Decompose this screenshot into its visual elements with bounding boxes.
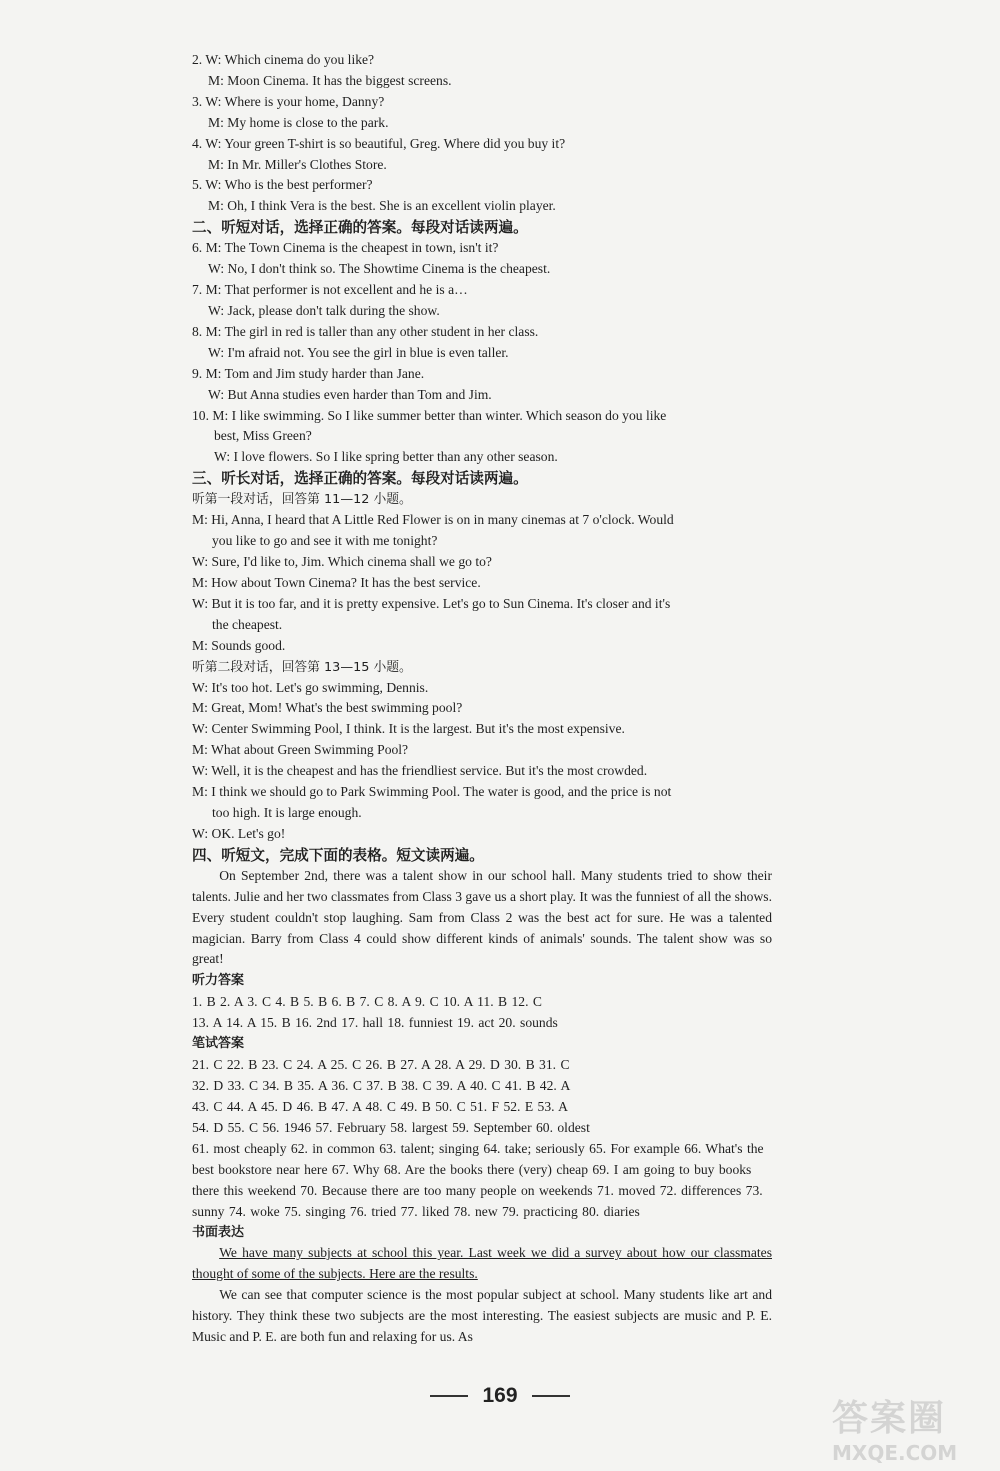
dialog-line: 3. W: Where is your home, Danny?	[192, 93, 385, 109]
watermark-url: MXQE.COM	[832, 1441, 958, 1465]
dialog-line: M: I think we should go to Park Swimming Pool. The water is good, and the price is not	[192, 784, 672, 800]
section2-heading: 二、听短对话，选择正确的答案。每段对话读两遍。	[192, 219, 528, 237]
dialog-line: 4. W: Your green T-shirt is so beautiful, Greg. Where did you buy it?	[192, 135, 566, 151]
page-content	[192, 50, 772, 1348]
dialog-line: W: I'm afraid not. You see the girl in blue is even taller.	[208, 344, 509, 360]
dialog-line: W: Center Swimming Pool, I think. It is the largest. But it's the most expensive.	[192, 721, 625, 737]
dialog-line: W: OK. Let's go!	[192, 825, 286, 841]
dialog-line: 2. W: Which cinema do you like?	[192, 52, 375, 67]
dialog-line: W: But it is too far, and it is pretty expensive. Let's go to Sun Cinema. It's closer and it's	[192, 595, 671, 611]
dialog-line: best, Miss Green?	[214, 428, 312, 444]
answer-line: 54. D 55. C 56. 1946 57. February 58. largest 59. September 60. oldest	[192, 1120, 590, 1136]
dialog-line: you like to go and see it with me tonight?	[212, 533, 438, 549]
dialog-line: M: In Mr. Miller's Clothes Store.	[208, 156, 387, 172]
page-number-dash-right	[532, 1395, 570, 1397]
section3-heading: 三、听长对话，选择正确的答案。每段对话读两遍。	[192, 470, 528, 488]
dialog-line: M: Oh, I think Vera is the best. She is an excellent violin player.	[208, 198, 556, 214]
page-number-dash-left	[430, 1395, 468, 1397]
section4-heading: 四、听短文，完成下面的表格。短文读两遍。	[192, 846, 484, 864]
page-number-text: 169	[482, 1384, 518, 1407]
watermark-logo: 答案圈	[832, 1398, 947, 1439]
dialog-line: M: Great, Mom! What's the best swimming pool?	[192, 700, 463, 716]
dialog-line: 10. M: I like swimming. So I like summer better than winter. Which season do you like	[192, 407, 667, 423]
dialog-line: W: Jack, please don't talk during the show.	[208, 302, 440, 318]
dialog-line: W: Sure, I'd like to, Jim. Which cinema shall we go to?	[192, 554, 492, 570]
dialog-line: 5. W: Who is the best performer?	[192, 177, 373, 193]
section3-dialog-1	[192, 510, 772, 656]
dialog-line: 9. M: Tom and Jim study harder than Jane.	[192, 365, 425, 381]
dialog-line: M: Hi, Anna, I heard that A Little Red Flower is on in many cinemas at 7 o'clock. Would	[192, 512, 674, 528]
answer-line: 13. A 14. A 15. B 16. 2nd 17. hall 18. funniest 19. act 20. sounds	[192, 1015, 558, 1031]
written-answers-title: 笔试答案	[192, 1036, 245, 1052]
section4-passage: On September 2nd, there was a talent show in our school hall. Many students tried to show their talents. Julie and her two classmates from Class 3 gave us a short play. It was the funniest of all the shows. Every student couldn't stop laughing. Sam from Class 2 was the best act for sure. He was a talented magician. Barry from Class 4 could show different kinds of animals' sounds. The talent show was so great!	[192, 867, 772, 967]
dialog-line: M: Moon Cinema. It has the biggest screens.	[208, 72, 452, 88]
answer-line: 21. C 22. B 23. C 24. A 25. C 26. B 27. A 28. A 29. D 30. B 31. C	[192, 1057, 570, 1073]
dialog-line: M: What about Green Swimming Pool?	[192, 742, 409, 758]
section2-dialogs	[192, 238, 772, 468]
listening-answers	[192, 991, 772, 1033]
dialog-line: M: How about Town Cinema? It has the best service.	[192, 574, 481, 590]
writing-intro: We have many subjects at school this year. Last week we did a survey about how our classmates thought of some of the subjects. Here are the results.	[192, 1245, 772, 1282]
dialog-line: M: My home is close to the park.	[208, 114, 389, 130]
writing-title: 书面表达	[192, 1225, 245, 1241]
dialog-line: too high. It is large enough.	[212, 805, 362, 820]
dialog-line: W: But Anna studies even harder than Tom and Jim.	[208, 386, 492, 402]
dialog-line: 8. M: The girl in red is taller than any other student in her class.	[192, 323, 539, 339]
answer-line: 1. B 2. A 3. C 4. B 5. B 6. B 7. C 8. A 9. C 10. A 11. B 12. C	[192, 994, 542, 1010]
writing-body: We can see that computer science is the most popular subject at school. Many students like art and history. They think these two subjects are the most interesting. The easiest subjects are music and P. E. Music and P. E. are both fun and relaxing for us. As	[192, 1287, 772, 1344]
answer-line: 32. D 33. C 34. B 35. A 36. C 37. B 38. C 39. A 40. C 41. B 42. A	[192, 1078, 571, 1094]
answer-line: 43. C 44. A 45. D 46. B 47. A 48. C 49. B 50. C 51. F 52. E 53. A	[192, 1099, 568, 1115]
dialog-line: W: No, I don't think so. The Showtime Cinema is the cheapest.	[208, 261, 551, 277]
dialog-line: 7. M: That performer is not excellent and he is a…	[192, 282, 468, 298]
answer-line: 61. most cheaply 62. in common 63. talent; singing 64. take; seriously 65. For example 66. What's the best bookstore near here 67. Why 68. Are the books there (very) cheap 69. I am going to buy books there this weekend 70. Because there are too many people on weekends 71. moved 72. differences 73. sunny 74. woke 75. singing 76. tried 77. liked 78. new 79. practicing 80. diaries	[192, 1141, 764, 1220]
listening-answers-title: 听力答案	[192, 973, 245, 989]
written-answers	[192, 1054, 772, 1222]
section3-note-2: 听第二段对话，回答第 13—15 小题。	[192, 659, 412, 675]
dialog-line: W: Well, it is the cheapest and has the friendliest service. But it's the most crowded.	[192, 763, 648, 779]
dialog-line: 6. M: The Town Cinema is the cheapest in town, isn't it?	[192, 240, 499, 256]
section1-dialogs	[192, 50, 772, 217]
dialog-line: W: I love flowers. So I like spring better than any other season.	[214, 449, 558, 465]
dialog-line: W: It's too hot. Let's go swimming, Dennis.	[192, 679, 429, 695]
section3-dialog-2	[192, 678, 772, 845]
dialog-line: the cheapest.	[212, 616, 283, 632]
dialog-line: M: Sounds good.	[192, 637, 286, 653]
watermark	[832, 1390, 982, 1464]
section3-note-1: 听第一段对话，回答第 11—12 小题。	[192, 492, 412, 508]
